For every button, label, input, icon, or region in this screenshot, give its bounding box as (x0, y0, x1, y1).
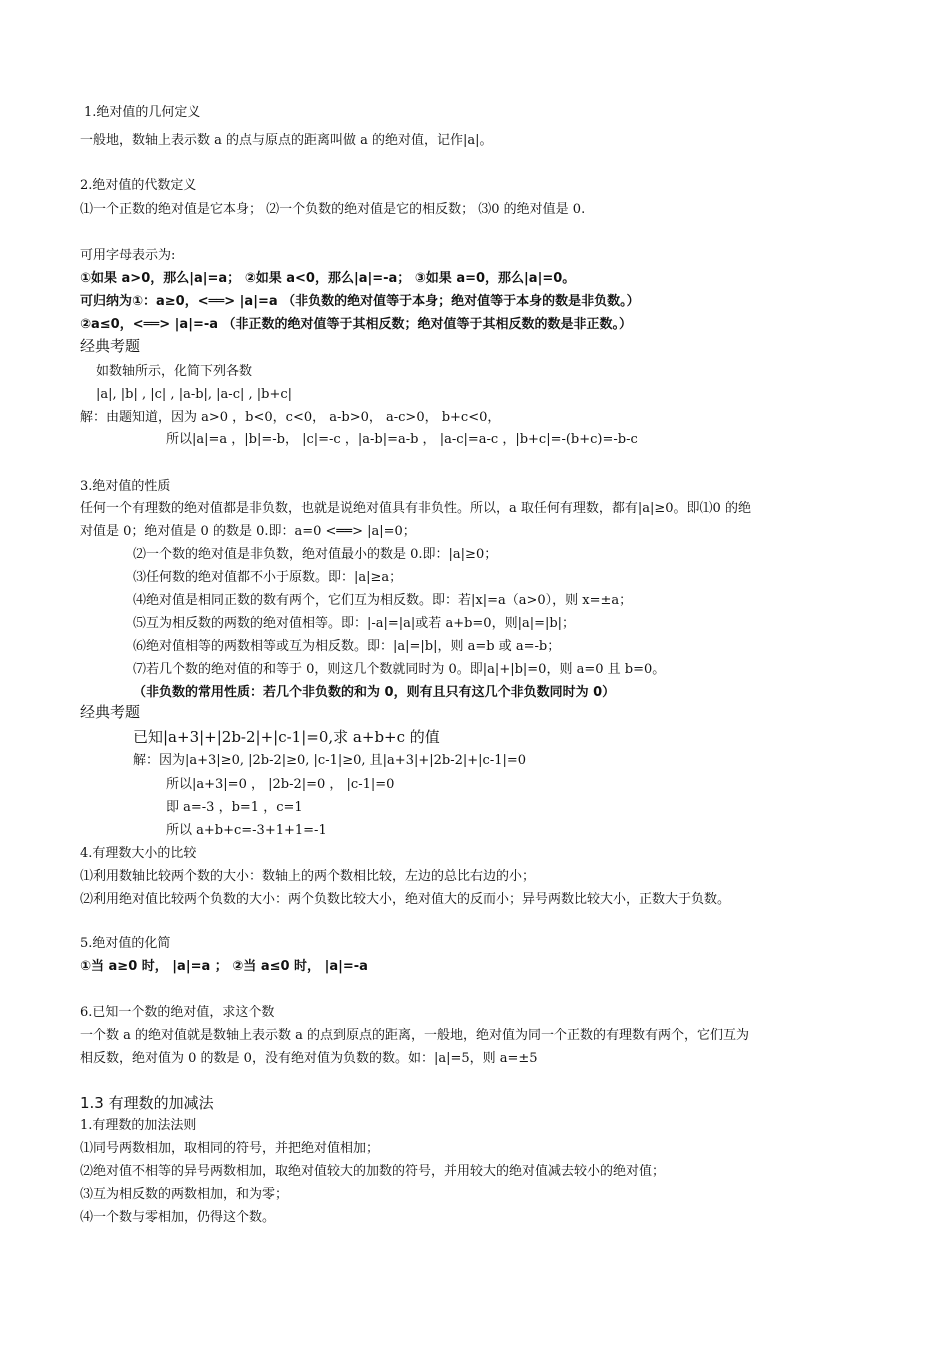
property-3: ⑶任何数的绝对值都不小于原数。即：|a|≥a； (133, 570, 403, 585)
cases-line: ①如果 a>0，那么|a|=a； ②如果 a<0，那么|a|=-a； ③如果 a=0，那么|a|=0。 (80, 271, 576, 286)
property-5: ⑸互为相反数的两数的绝对值相等。即：|-a|=|a|或若 a+b=0，则|a|=|b|； (133, 616, 576, 631)
addition-rules-title: 1.有理数的加法法则 (80, 1118, 197, 1133)
example-items-1: |a|, |b| , |c| , |a-b|, |a-c| , |b+c| (96, 387, 293, 402)
example-2-solution-2: 所以|a+3|=0 ， |2b-2|=0 ， |c-1|=0 (166, 777, 395, 792)
property-7: ⑺若几个数的绝对值的和等于 0，则这几个数就同时为 0。即|a|+|b|=0，则 a=0 且 b=0。 (133, 662, 666, 677)
property-note: （非负数的常用性质：若几个非负数的和为 0，则有且只有这几个非负数同时为 0） (133, 685, 616, 700)
property-6: ⑹绝对值相等的两数相等或互为相反数。即：|a|=|b|，则 a=b 或 a=-b； (133, 639, 561, 654)
summary-line-1: 可归纳为①：a≥0，<══> |a|=a （非负数的绝对值等于本身；绝对值等于本身的数是非负数。） (80, 294, 640, 309)
example-2-solution-1: 解：因为|a+3|≥0, |2b-2|≥0, |c-1|≥0, 且|a+3|+|2b-2|+|c-1|=0 (133, 753, 527, 768)
paragraph-geometric-definition: 一般地，数轴上表示数 a 的点与原点的距离叫做 a 的绝对值，记作|a|。 (80, 133, 493, 148)
chapter-heading-addition-subtraction: 1.3 有理数的加减法 (80, 1094, 214, 1112)
example-2-solution-4: 所以 a+b+c=-3+1+1=-1 (166, 823, 327, 838)
paragraph-algebraic-definition: ⑴一个正数的绝对值是它本身； ⑵一个负数的绝对值是它的相反数； ⑶0 的绝对值是 0. (80, 202, 586, 217)
section-title-algebraic-definition: 2.绝对值的代数定义 (80, 178, 197, 193)
addition-rule-2: ⑵绝对值不相等的异号两数相加，取绝对值较大的加数的符号，并用较大的绝对值减去较小的绝对值； (80, 1164, 666, 1179)
find-number-line-2: 相反数，绝对值为 0 的数是 0，没有绝对值为负数的数。如：|a|=5，则 a=±5 (80, 1051, 538, 1066)
example-2-question: 已知|a+3|+|2b-2|+|c-1|=0,求 a+b+c 的值 (133, 728, 440, 746)
property-4: ⑷绝对值是相同正数的数有两个，它们互为相反数。即：若|x|=a（a>0），则 x=±a； (133, 593, 633, 608)
property-paragraph-1a: 任何一个有理数的绝对值都是非负数，也就是说绝对值具有非负性。所以，a 取任何有理数，都有|a|≥0。即⑴0 的绝 (80, 501, 751, 516)
addition-rule-3: ⑶互为相反数的两数相加，和为零； (80, 1187, 289, 1202)
example-heading-2: 经典考题 (80, 703, 141, 721)
example-2-solution-3: 即 a=-3 ，b=1 ，c=1 (166, 800, 303, 815)
section-title-comparison: 4.有理数大小的比较 (80, 846, 197, 861)
section-title-properties: 3.绝对值的性质 (80, 479, 171, 494)
section-title-simplification: 5.绝对值的化简 (80, 936, 171, 951)
find-number-line-1: 一个数 a 的绝对值就是数轴上表示数 a 的点到原点的距离，一般地，绝对值为同一个正数的有理数有两个，它们互为 (80, 1028, 750, 1043)
comparison-line-2: ⑵利用绝对值比较两个负数的大小：两个负数比较大小，绝对值大的反而小；异号两数比较大小，正数大于负数。 (80, 892, 731, 907)
letters-intro: 可用字母表示为: (80, 248, 176, 263)
comparison-line-1: ⑴利用数轴比较两个数的大小：数轴上的两个数相比较，左边的总比右边的小； (80, 869, 536, 884)
property-2: ⑵一个数的绝对值是非负数，绝对值最小的数是 0.即：|a|≥0； (133, 547, 498, 562)
simplification-line: ①当 a≥0 时， |a|=a ； ②当 a≤0 时， |a|=-a (80, 959, 368, 974)
addition-rule-1: ⑴同号两数相加，取相同的符号，并把绝对值相加； (80, 1141, 380, 1156)
example-solution-1-line-2: 所以|a|=a ，|b|=-b， |c|=-c ，|a-b|=a-b ， |a-c|=a-c ，|b+c|=-(b+c)=-b-c (166, 432, 638, 447)
addition-rule-4: ⑷一个数与零相加，仍得这个数。 (80, 1210, 276, 1225)
example-solution-1-line-1: 解：由题知道，因为 a>0 ，b<0，c<0， a-b>0， a-c>0， b+c<0， (80, 410, 501, 425)
section-title-find-number: 6.已知一个数的绝对值，求这个数 (80, 1005, 275, 1020)
property-paragraph-1b: 对值是 0；绝对值是 0 的数是 0.即：a=0 <══> |a|=0； (80, 524, 416, 539)
example-question-1: 如数轴所示，化简下列各数 (96, 364, 253, 379)
summary-line-2: ②a≤0，<══> |a|=-a （非正数的绝对值等于其相反数；绝对值等于其相反数的数是非正数。） (80, 317, 633, 332)
section-title-geometric-definition: 1.绝对值的几何定义 (84, 105, 201, 120)
example-heading-1: 经典考题 (80, 337, 141, 355)
